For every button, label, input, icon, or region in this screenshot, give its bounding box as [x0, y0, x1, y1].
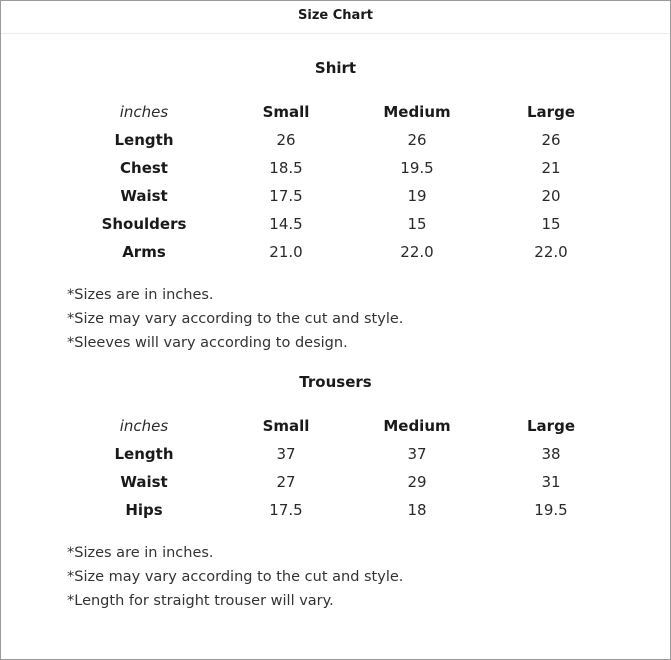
row-label-chest: Chest — [120, 159, 168, 177]
table-cell: 18.5 — [269, 159, 303, 177]
table-cell: 17.5 — [269, 187, 303, 205]
table-row — [78, 468, 630, 496]
table-cell: 18 — [407, 501, 427, 519]
column-header-large: Large — [527, 103, 575, 121]
column-header-medium: Medium — [383, 417, 451, 435]
table-cell: 15 — [407, 215, 427, 233]
shirt-size-table — [78, 98, 630, 266]
table-cell: 20 — [541, 187, 561, 205]
table-cell: 37 — [407, 445, 427, 463]
note-line: *Sizes are in inches. — [67, 287, 214, 303]
row-label-length: Length — [114, 445, 174, 463]
row-label-length: Length — [114, 131, 174, 149]
row-label-shoulders: Shoulders — [101, 215, 187, 233]
row-label-waist: Waist — [120, 473, 168, 491]
table-header-row — [78, 412, 630, 440]
table-row — [78, 182, 630, 210]
table-cell: 17.5 — [269, 501, 303, 519]
shirt-notes — [67, 283, 403, 355]
note-line: *Size may vary according to the cut and style. — [67, 311, 404, 327]
table-cell: 29 — [407, 473, 427, 491]
row-label-hips: Hips — [125, 501, 163, 519]
table-cell: 26 — [407, 131, 427, 149]
table-cell: 27 — [276, 473, 296, 491]
shirt-section-title: Shirt — [314, 59, 357, 77]
table-cell: 26 — [276, 131, 296, 149]
table-cell: 22.0 — [534, 243, 568, 261]
trousers-notes — [67, 541, 403, 613]
trousers-section-title: Trousers — [299, 373, 372, 391]
table-row — [78, 496, 630, 524]
modal-header — [1, 1, 670, 34]
table-cell: 22.0 — [400, 243, 434, 261]
table-cell: 37 — [276, 445, 296, 463]
table-cell: 14.5 — [269, 215, 303, 233]
note-line: *Length for straight trouser will vary. — [67, 593, 334, 609]
table-row — [78, 238, 630, 266]
trousers-size-table — [78, 412, 630, 524]
unit-label: inches — [119, 103, 169, 121]
column-header-small: Small — [262, 103, 310, 121]
table-cell: 21.0 — [269, 243, 303, 261]
table-header-row — [78, 98, 630, 126]
table-row — [78, 210, 630, 238]
table-cell: 21 — [541, 159, 561, 177]
table-cell: 26 — [541, 131, 561, 149]
table-row — [78, 440, 630, 468]
row-label-arms: Arms — [122, 243, 166, 261]
column-header-small: Small — [262, 417, 310, 435]
note-line: *Sleeves will vary according to design. — [67, 335, 348, 351]
table-cell: 19 — [407, 187, 427, 205]
modal-title: Size Chart — [298, 8, 373, 23]
note-line: *Size may vary according to the cut and style. — [67, 569, 404, 585]
column-header-large: Large — [527, 417, 575, 435]
table-row — [78, 126, 630, 154]
table-cell: 31 — [541, 473, 561, 491]
table-cell: 38 — [541, 445, 561, 463]
table-cell: 15 — [541, 215, 561, 233]
unit-label: inches — [119, 417, 169, 435]
row-label-waist: Waist — [120, 187, 168, 205]
table-row — [78, 154, 630, 182]
note-line: *Sizes are in inches. — [67, 545, 214, 561]
table-cell: 19.5 — [400, 159, 434, 177]
column-header-medium: Medium — [383, 103, 451, 121]
table-cell: 19.5 — [534, 501, 568, 519]
